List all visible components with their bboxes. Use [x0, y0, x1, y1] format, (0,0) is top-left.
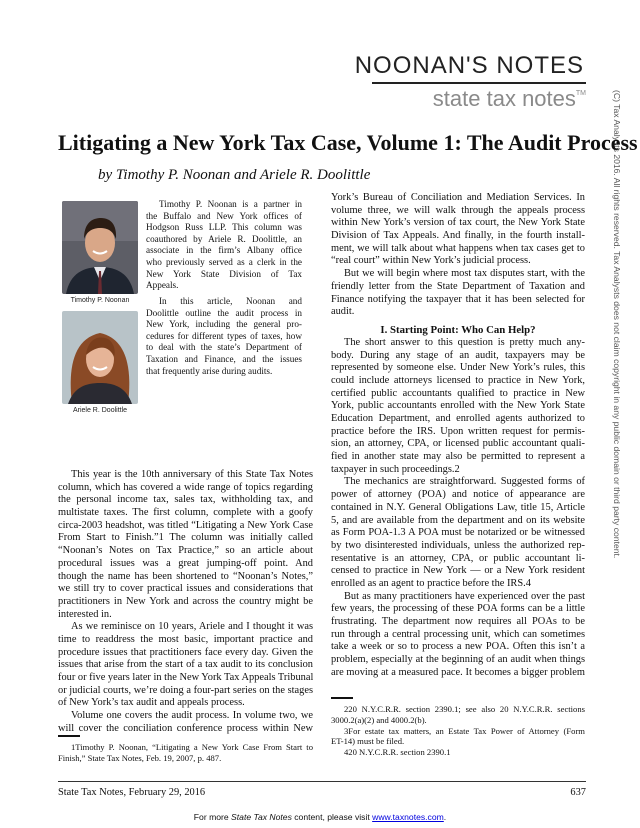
body-line: The mechanics are straightforward. Suggested forms of: [344, 476, 585, 488]
bio-line: Appeals.: [146, 280, 179, 291]
body-line: resentative is an attorney, CPA, or public accountant li-: [331, 552, 585, 564]
summary-line: to deal with the state’s Department of: [146, 342, 302, 353]
footnote-line: 3000.2(a)(2) and 4000.2(b).: [331, 714, 427, 725]
body-line: From Start to Finish.”1 The column was initially called: [58, 532, 313, 544]
body-line: sion, an attorney, CPA, or licensed public accountant quali-: [331, 438, 585, 450]
brand-trademark: TM: [575, 90, 586, 97]
footnote-line: 220 N.Y.C.R.R. section 2390.1; see also 20 N.Y.C.R.R. sections: [344, 704, 585, 714]
body-line: run through a central processing unit, which can sometimes: [331, 628, 585, 640]
body-line: York’s Bureau of Conciliation and Mediation Services. In: [331, 192, 585, 203]
body-line: 5, and are available from the department and on its website: [331, 514, 585, 526]
body-line: of New York’s tax audit and appeals process.: [58, 697, 245, 709]
footnote-rule: [331, 697, 353, 699]
body-line: Division of Tax Appeals. And finally, in the fourth install-: [331, 230, 585, 242]
body-line: friendly letter from the State Department of Taxation and: [331, 280, 585, 292]
footnotes-right: [331, 704, 585, 758]
body-line: or judicial courts, we’re doing a four-part series on the stages: [58, 684, 313, 696]
footnote-line: 420 N.Y.C.R.R. section 2390.1: [344, 747, 451, 758]
body-line: frustrating. The department now requires all POAs to be: [331, 616, 585, 627]
body-line: Volume one covers the audit process. In volume two, we: [71, 710, 313, 722]
body-line: within New York’s version of tax court, the New York State: [331, 217, 585, 229]
footnotes-left: [58, 742, 313, 764]
brand-logo: [390, 86, 586, 112]
body-line: by two disinterested individuals, unless the authorized rep-: [331, 539, 585, 551]
body-line: Education Department, and enrolled agents authorized to: [331, 413, 585, 424]
body-line: practitioners in New York and across the country might be: [58, 595, 313, 607]
body-line: As we reminisce on 10 years, Ariele and I thought it was: [71, 621, 313, 633]
bio-line: coauthored by Ariele R. Doolittle, an: [146, 233, 302, 244]
bio-line: associate in the firm’s Albany office: [146, 245, 302, 256]
bottom-note-prefix: For more: [193, 812, 232, 822]
photo-caption-doolittle: Ariele R. Doolittle: [72, 407, 128, 414]
bio-line: the Buffalo and New York offices of: [146, 210, 302, 221]
body-line: contained in N.Y. General Obligations Law, title 15, Article: [331, 501, 585, 513]
bio-line: Timothy P. Noonan is a partner in: [159, 199, 302, 209]
summary-line: Doolittle outline the audit process in: [146, 307, 302, 318]
body-line: enrolled as an agent to practice before the IRS.4: [331, 577, 531, 589]
bottom-note-suffix: .: [443, 812, 447, 822]
body-line: time to readdress the most basic, important practice and: [58, 633, 313, 645]
body-line: could include attorneys licensed to practice in New York,: [331, 374, 585, 386]
body-line: ment, we will talk about what happens when tax cases get to: [331, 242, 585, 254]
body-line: power of attorney (POA) and notice of appearance are: [331, 489, 585, 501]
page-number: 637: [570, 787, 586, 798]
body-line: procedural issues was a great jumping-off point. And: [58, 557, 313, 569]
body-line: take a week or so to process a new POA. Often this isn’t a: [331, 641, 585, 653]
body-line: taxpayer in such proceedings.2: [331, 463, 460, 475]
body-line: few years, the processing of these POA forms can be a little: [331, 603, 585, 615]
body-line: procedure issues that practitioners face every day. Given the: [58, 646, 313, 658]
bio-line: who previously served as a clerk in the: [146, 256, 302, 267]
body-line: audit.: [331, 306, 355, 318]
body-line: four or five years later in the New York Tax Appeals Tribunal: [58, 672, 313, 683]
header-rule: [372, 82, 586, 84]
author-photo-doolittle: [62, 311, 138, 404]
body-line: multistate taxes. The first column, complete with a goofy: [58, 507, 313, 519]
body-line: column, which has covered a wide range of topics regarding: [58, 481, 313, 493]
footnote-rule: [58, 735, 80, 737]
body-line: This year is the 10th anniversary of this State Tax Notes: [71, 469, 313, 480]
body-line: The short answer to this question is pretty much any-: [344, 336, 585, 348]
body-line: censed to practice in New York — or a New York resident: [331, 565, 585, 577]
body-line: we still try to cover practical issues and considerations that: [58, 583, 313, 595]
body-line: But as many practitioners have experienced over the past: [344, 590, 585, 602]
body-line: as Form POA-1.3 A POA must be notarized or be witnessed: [331, 527, 585, 539]
footnote-line: 1Timothy P. Noonan, “Litigating a New York Case From Start to: [71, 742, 313, 752]
bottom-note-middle: content, please visit: [291, 812, 373, 822]
bio-line: New York State Division of Tax: [146, 268, 302, 279]
summary-line: cedures for different types of taxes, how: [146, 330, 302, 341]
body-line: fied in another state may also be permitted to represent a: [331, 451, 585, 463]
taxnotes-link[interactable]: www.taxnotes.com: [372, 812, 444, 822]
footer-publication: State Tax Notes, February 29, 2016: [58, 787, 206, 798]
body-line: problem, especially at the beginning of an audit when things: [331, 654, 585, 666]
bio-line: Hodgson Russ LLP. This column was: [146, 222, 302, 233]
body-line: represented by someone else. Under New York’s rules, this: [331, 362, 585, 374]
author-bio: [146, 199, 302, 292]
body-line: Finance notifying the taxpayer that it has been selected for: [331, 293, 585, 305]
body-line: “Noonan’s Notes on Tax Practice,” so an article about: [58, 545, 313, 557]
body-line: are moving at a measured pace. It becomes a bigger problem: [331, 666, 585, 678]
section-heading: I. Starting Point: Who Can Help?: [380, 323, 536, 336]
footnote-line: ET-14) must be filed.: [331, 736, 405, 747]
body-line: “real court” within New York’s judicial process.: [331, 255, 531, 267]
body-column-right: [331, 192, 585, 679]
column-title: NOONAN'S NOTES: [354, 52, 584, 79]
body-line: certified public accountants qualified to practice in New: [331, 387, 585, 399]
body-line: But we will begin where most tax disputes start, with the: [344, 268, 585, 280]
footnote-line: Finish,” State Tax Notes, Feb. 19, 2007, p. 487.: [58, 752, 222, 763]
side-copyright: (C) Tax Analysts 2016. All rights reserved. Tax Analysts does not claim copyright in any public domain or third party content.: [612, 90, 622, 559]
body-line: York, public accountants enrolled with the New York State: [331, 400, 585, 412]
article-byline: by Timothy P. Noonan and Ariele R. Doolittle: [98, 167, 371, 183]
footer-rule: [58, 781, 586, 782]
body-line: interested in.: [58, 608, 112, 620]
body-line: will cover the conciliation conference process within New: [58, 722, 313, 734]
body-line: practice before the IRS. Upon written request for permis-: [331, 425, 585, 437]
body-line: issues that arise from the start of a tax audit to its conclusion: [58, 659, 313, 671]
body-line: the personal income tax, sales tax, withholding tax, and: [58, 494, 313, 506]
body-line: circa-2003 headshot, was titled “Litigating a New York Case: [58, 519, 313, 531]
summary-line: In this article, Noonan and: [159, 296, 302, 306]
summary-line: that frequently arise during audits.: [146, 365, 273, 376]
summary-line: New York, including the general pro-: [146, 319, 302, 330]
brand-text: state tax notes: [432, 86, 576, 111]
author-photo-noonan: [62, 201, 138, 294]
photo-caption-noonan: Timothy P. Noonan: [70, 297, 130, 304]
footnote-line: 3For estate tax matters, an Estate Tax Power of Attorney (Form: [344, 725, 585, 736]
bottom-note: [0, 812, 640, 822]
article-title: Litigating a New York Tax Case, Volume 1: The Audit Process: [58, 130, 638, 155]
bottom-note-publication: State Tax Notes: [231, 812, 292, 822]
body-column-left: [58, 469, 313, 735]
article-summary: [146, 296, 302, 377]
body-line: body. During any stage of an audit, taxpayers may be: [331, 349, 585, 361]
summary-line: Taxation and Finance, and the issues: [146, 353, 302, 364]
body-line: volume three, we will walk through the appeals process: [331, 204, 585, 216]
body-line: though the name has been shortened to “Noonan’s Notes,”: [58, 570, 313, 582]
